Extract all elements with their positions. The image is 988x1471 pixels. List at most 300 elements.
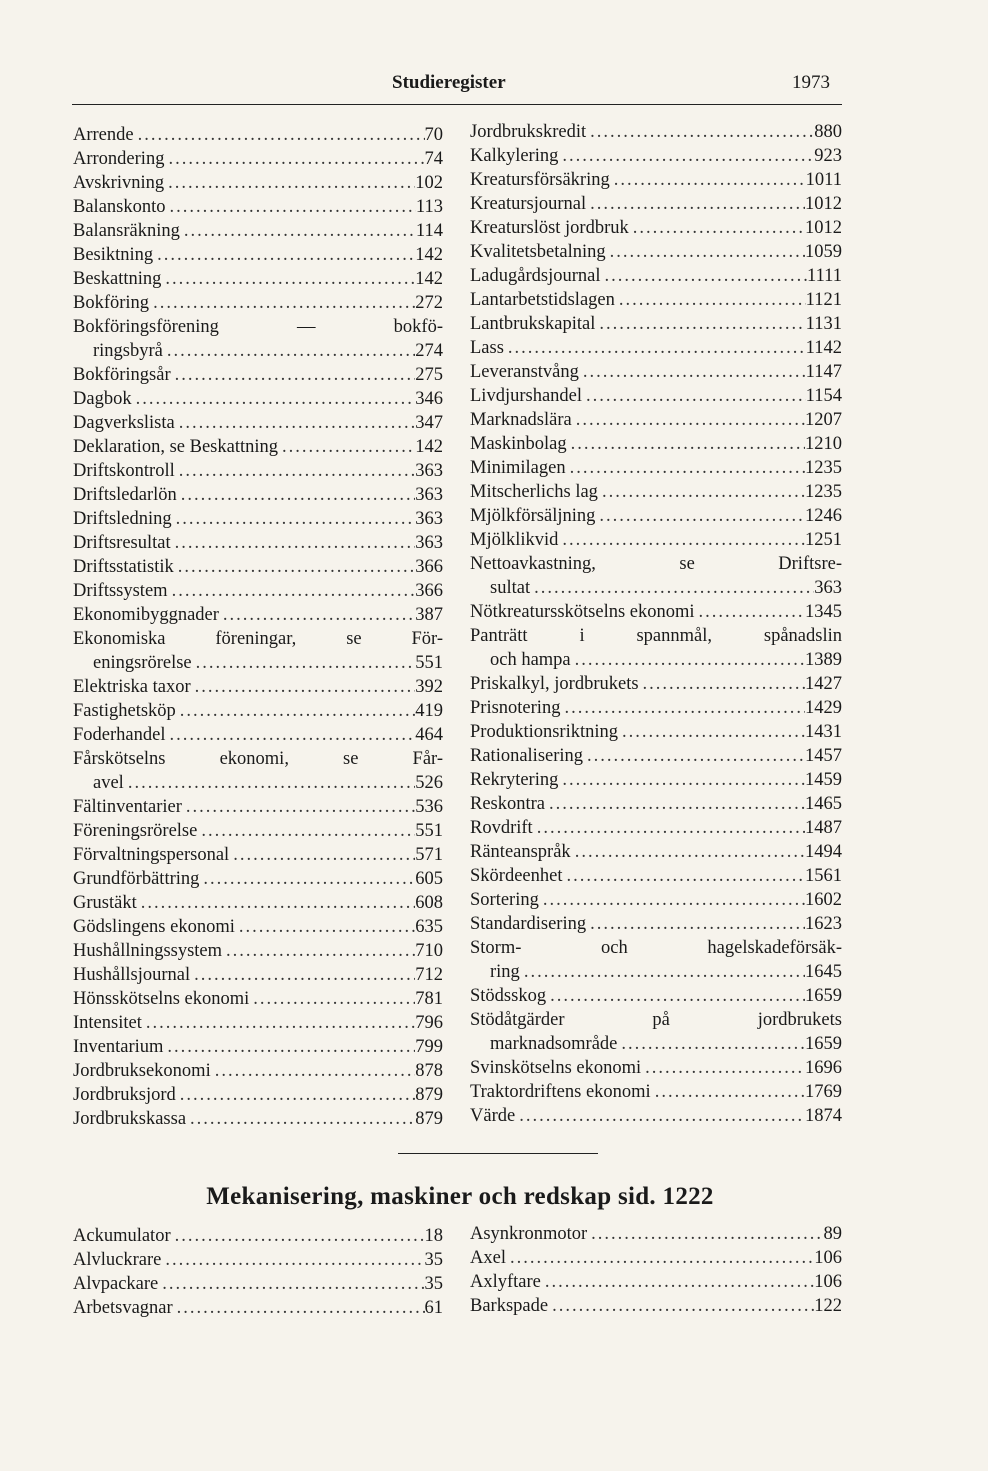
dot-leader	[610, 168, 806, 192]
index-entry	[73, 579, 443, 603]
index-entry	[73, 939, 443, 963]
index-entry	[470, 408, 842, 432]
index-entry	[73, 363, 443, 387]
index-term: Skördeenhet	[470, 866, 563, 886]
dot-leader	[211, 1059, 416, 1083]
index-entry	[73, 459, 443, 483]
index-page-number: 1427	[805, 674, 842, 694]
index-entry	[73, 675, 443, 699]
index-term: Avskrivning	[73, 173, 165, 193]
dot-leader	[278, 435, 415, 459]
index-entry	[73, 723, 443, 747]
index-page-number: 1459	[805, 770, 842, 790]
index-page-number: 106	[814, 1272, 842, 1292]
index-page-number: 363	[415, 509, 443, 529]
index-entry	[73, 315, 443, 339]
index-term: Rovdrift	[470, 818, 533, 838]
dot-leader	[617, 1032, 805, 1056]
index-term: Driftskontroll	[73, 461, 175, 481]
dot-leader	[153, 243, 415, 267]
index-page-number: 142	[415, 437, 443, 457]
index-entry	[470, 288, 842, 312]
index-term: Gödslingens ekonomi	[73, 917, 235, 937]
dot-leader	[175, 459, 416, 483]
dot-leader	[177, 483, 415, 507]
dot-leader	[582, 384, 806, 408]
dot-leader	[175, 411, 416, 435]
index-entry	[73, 699, 443, 723]
index-page-number: 89	[823, 1224, 842, 1244]
index-page-number: 387	[415, 605, 443, 625]
dot-leader	[124, 771, 415, 795]
index-page-number: 363	[415, 461, 443, 481]
index-page-number: 122	[814, 1296, 842, 1316]
index-page-number: 1012	[805, 194, 842, 214]
dot-leader	[651, 1080, 805, 1104]
index-term: ringsbyrå	[93, 341, 163, 361]
dot-leader	[566, 456, 805, 480]
index-entry	[470, 624, 842, 648]
index-entry	[73, 219, 443, 243]
index-page-number: 419	[415, 701, 443, 721]
index-entry	[73, 1296, 443, 1320]
dot-leader	[504, 336, 806, 360]
index-term: Sortering	[470, 890, 539, 910]
index-page-number: 1111	[807, 266, 842, 286]
index-entry	[470, 576, 842, 600]
index-term: Rekrytering	[470, 770, 559, 790]
dot-leader	[606, 240, 805, 264]
dot-leader	[199, 867, 415, 891]
index-term: Elektriska taxor	[73, 677, 191, 697]
index-page-number: 70	[424, 125, 443, 145]
index-entry	[470, 264, 842, 288]
index-term: och hampa	[490, 650, 571, 670]
index-term: Arrende	[73, 125, 134, 145]
index-term: Ekonomibyggnader	[73, 605, 219, 625]
index-page-number: 1207	[805, 410, 842, 430]
index-page-number: 363	[814, 578, 842, 598]
dot-leader	[583, 744, 805, 768]
dot-leader	[586, 192, 805, 216]
index-page-number: 114	[415, 221, 443, 241]
index-term: Jordbruksekonomi	[73, 1061, 211, 1081]
index-term: Reskontra	[470, 794, 546, 814]
index-page-number: 142	[415, 269, 443, 289]
index-term: Besiktning	[73, 245, 154, 265]
index-term: Jordbrukskassa	[73, 1109, 187, 1129]
mech-column-left	[73, 1224, 443, 1320]
index-term: Alvpackare	[73, 1274, 159, 1294]
dot-leader	[515, 1104, 805, 1128]
index-page-number: 1429	[805, 698, 842, 718]
index-entry	[470, 768, 842, 792]
index-term: Inventarium	[73, 1037, 164, 1057]
index-page-number: 1602	[805, 890, 842, 910]
index-page-number: 366	[415, 581, 443, 601]
index-term: Storm- och hagelskadeförsäk-	[470, 938, 842, 958]
index-entry	[470, 1080, 842, 1104]
dot-leader	[558, 144, 814, 168]
index-term: Traktordriftens ekonomi	[470, 1082, 651, 1102]
dot-leader	[558, 768, 805, 792]
index-term: Dagverkslista	[73, 413, 175, 433]
index-entry	[73, 747, 443, 771]
index-term: Nötkreatursskötselns ekonomi	[470, 602, 695, 622]
index-term: Grustäkt	[73, 893, 137, 913]
index-entry	[470, 1032, 842, 1056]
index-entry	[73, 267, 443, 291]
index-page-number: 74	[424, 149, 443, 169]
dot-leader	[567, 432, 805, 456]
index-term: Fältinventarier	[73, 797, 182, 817]
index-term: Driftsresultat	[73, 533, 171, 553]
mech-column-right	[470, 1222, 842, 1318]
index-term: Axlyftare	[470, 1272, 541, 1292]
index-page-number: 571	[415, 845, 443, 865]
dot-leader	[579, 360, 806, 384]
index-term: Maskinbolag	[470, 434, 567, 454]
index-page-number: 1769	[805, 1082, 842, 1102]
index-page-number: 1494	[805, 842, 842, 862]
index-entry	[73, 1224, 443, 1248]
index-page-number: 1235	[805, 458, 842, 478]
section-heading: Mekanisering, maskiner och redskap sid. 1222	[206, 1183, 714, 1210]
index-term: Ränteanspråk	[470, 842, 571, 862]
index-term: Lantbrukskapital	[470, 314, 596, 334]
dot-leader	[546, 984, 805, 1008]
index-entry	[73, 915, 443, 939]
dot-leader	[180, 219, 416, 243]
index-term: Driftssystem	[73, 581, 168, 601]
index-term: Kreatursförsäkring	[470, 170, 610, 190]
index-entry	[470, 1222, 842, 1246]
index-page-number: 363	[415, 533, 443, 553]
header-rule	[72, 104, 842, 105]
index-term: Balansräkning	[73, 221, 180, 241]
index-entry	[73, 987, 443, 1011]
index-entry	[73, 627, 443, 651]
index-term: Kreaturslöst jordbruk	[470, 218, 629, 238]
dot-leader	[182, 795, 415, 819]
index-page-number: 1457	[805, 746, 842, 766]
index-term: avel	[93, 773, 124, 793]
index-page-number: 923	[814, 146, 842, 166]
index-term: Arbetsvagnar	[73, 1298, 173, 1318]
index-term: Lantarbetstidslagen	[470, 290, 615, 310]
dot-leader	[562, 864, 805, 888]
index-entry	[470, 312, 842, 336]
index-page-number: 1246	[805, 506, 842, 526]
dot-leader	[587, 1222, 823, 1246]
dot-leader	[172, 507, 416, 531]
index-term: Jordbrukskredit	[470, 122, 587, 142]
index-column-left	[73, 123, 443, 1131]
index-term: Grundförbättring	[73, 869, 200, 889]
index-page-number: 1235	[805, 482, 842, 502]
index-page-number: 796	[415, 1013, 443, 1033]
index-entry	[470, 360, 842, 384]
index-term: Livdjurshandel	[470, 386, 583, 406]
index-page-number: 102	[415, 173, 443, 193]
index-term: Fårskötselns ekonomi, se Får-	[73, 749, 443, 769]
dot-leader	[191, 675, 416, 699]
index-page-number: 1251	[805, 530, 842, 550]
index-term: Ackumulator	[73, 1226, 171, 1246]
index-entry	[470, 456, 842, 480]
dot-leader	[571, 648, 805, 672]
index-term: Dagbok	[73, 389, 132, 409]
index-page-number: 712	[415, 965, 443, 985]
page-title: Studieregister	[392, 72, 506, 93]
index-entry	[73, 1272, 443, 1296]
index-page-number: 1659	[805, 1034, 842, 1054]
index-entry	[73, 171, 443, 195]
index-entry	[470, 432, 842, 456]
dot-leader	[163, 1035, 415, 1059]
index-term: Föreningsrörelse	[73, 821, 198, 841]
index-term: Stödåtgärder på jordbrukets	[470, 1010, 842, 1030]
index-entry	[73, 819, 443, 843]
dot-leader	[192, 651, 416, 675]
index-term: Värde	[470, 1106, 516, 1126]
index-entry	[73, 483, 443, 507]
index-page-number: 366	[415, 557, 443, 577]
index-entry	[470, 120, 842, 144]
index-term: sultat	[490, 578, 531, 598]
dot-leader	[164, 171, 415, 195]
index-term: Kreatursjournal	[470, 194, 587, 214]
index-page-number: 1696	[805, 1058, 842, 1078]
dot-leader	[186, 1107, 415, 1131]
index-entry	[73, 387, 443, 411]
page-number: 1973	[792, 72, 830, 93]
index-term: Kvalitetsbetalning	[470, 242, 606, 262]
index-page-number: 879	[415, 1109, 443, 1129]
index-page-number: 710	[415, 941, 443, 961]
dot-leader	[158, 1272, 424, 1296]
dot-leader	[558, 528, 805, 552]
dot-leader	[520, 960, 805, 984]
index-page-number: 781	[415, 989, 443, 1009]
index-term: Ladugårdsjournal	[470, 266, 601, 286]
index-page-number: 880	[814, 122, 842, 142]
dot-leader	[161, 1248, 424, 1272]
index-entry	[470, 384, 842, 408]
index-entry	[470, 480, 842, 504]
index-page-number: 347	[415, 413, 443, 433]
dot-leader	[166, 195, 416, 219]
dot-leader	[132, 387, 416, 411]
index-term: Hönsskötselns ekonomi	[73, 989, 250, 1009]
index-page-number: 392	[415, 677, 443, 697]
index-entry	[470, 1056, 842, 1080]
index-entry	[470, 1246, 842, 1270]
index-term: Hushållsjournal	[73, 965, 191, 985]
index-page-number: 1431	[805, 722, 842, 742]
index-page-number: 1465	[805, 794, 842, 814]
index-entry	[470, 912, 842, 936]
index-column-right	[470, 120, 842, 1128]
index-entry	[470, 720, 842, 744]
index-page-number: 1131	[805, 314, 842, 334]
index-page-number: 879	[415, 1085, 443, 1105]
index-page-number: 1623	[805, 914, 842, 934]
index-term: Marknadslära	[470, 410, 572, 430]
index-term: Intensitet	[73, 1013, 142, 1033]
index-entry	[73, 1107, 443, 1131]
dot-leader	[161, 267, 415, 291]
index-page-number: 551	[415, 821, 443, 841]
index-term: Minimilagen	[470, 458, 566, 478]
index-entry	[73, 1059, 443, 1083]
index-page-number: 113	[415, 197, 443, 217]
index-entry	[470, 1270, 842, 1294]
index-page-number: 1345	[805, 602, 842, 622]
dot-leader	[176, 1083, 415, 1107]
index-entry	[470, 1104, 842, 1128]
index-term: ring	[490, 962, 520, 982]
index-page-number: 18	[424, 1226, 443, 1246]
index-term: Axel	[470, 1248, 506, 1268]
index-entry	[73, 555, 443, 579]
index-term: Barkspade	[470, 1296, 549, 1316]
dot-leader	[595, 504, 805, 528]
index-entry	[470, 648, 842, 672]
index-entry	[73, 339, 443, 363]
index-entry	[470, 888, 842, 912]
index-page-number: 551	[415, 653, 443, 673]
index-entry	[73, 435, 443, 459]
dot-leader	[164, 147, 424, 171]
index-entry	[470, 600, 842, 624]
index-entry	[73, 891, 443, 915]
index-page-number: 275	[415, 365, 443, 385]
index-entry	[470, 336, 842, 360]
dot-leader	[615, 288, 806, 312]
index-entry	[73, 1011, 443, 1035]
dot-leader	[176, 699, 415, 723]
index-entry	[470, 144, 842, 168]
index-page-number: 1154	[805, 386, 842, 406]
index-page-number: 1147	[805, 362, 842, 382]
index-entry	[73, 1248, 443, 1272]
dot-leader	[641, 1056, 805, 1080]
index-page-number: 1121	[805, 290, 842, 310]
dot-leader	[163, 339, 415, 363]
index-term: Förvaltningspersonal	[73, 845, 230, 865]
index-term: Panträtt i spannmål, spånadslin	[470, 626, 842, 646]
index-term: Mjölkförsäljning	[470, 506, 596, 526]
index-entry	[470, 960, 842, 984]
index-entry	[470, 840, 842, 864]
index-term: Rationalisering	[470, 746, 584, 766]
index-term: Jordbruksjord	[73, 1085, 176, 1105]
dot-leader	[168, 579, 416, 603]
index-term: Mjölklikvid	[470, 530, 559, 550]
index-page-number: 106	[814, 1248, 842, 1268]
index-term: Svinskötselns ekonomi	[470, 1058, 642, 1078]
dot-leader	[142, 1011, 415, 1035]
index-entry	[73, 1083, 443, 1107]
index-page-number: 1659	[805, 986, 842, 1006]
index-term: Driftsledning	[73, 509, 172, 529]
page-header	[0, 72, 988, 96]
index-entry	[73, 1035, 443, 1059]
index-term: Fastighetsköp	[73, 701, 176, 721]
index-page-number: 878	[415, 1061, 443, 1081]
dot-leader	[171, 363, 416, 387]
index-term: Asynkronmotor	[470, 1224, 588, 1244]
dot-leader	[571, 840, 805, 864]
dot-leader	[639, 672, 805, 696]
dot-leader	[190, 963, 415, 987]
index-term: Balanskonto	[73, 197, 166, 217]
dot-leader	[629, 216, 805, 240]
dot-leader	[548, 1294, 814, 1318]
index-page-number: 799	[415, 1037, 443, 1057]
index-page-number: 635	[415, 917, 443, 937]
index-entry	[470, 216, 842, 240]
index-entry	[470, 168, 842, 192]
dot-leader	[134, 123, 425, 147]
index-entry	[73, 771, 443, 795]
index-term: Driftsstatistik	[73, 557, 174, 577]
index-page-number: 1210	[805, 434, 842, 454]
dot-leader	[572, 408, 805, 432]
dot-leader	[586, 120, 814, 144]
index-entry	[470, 696, 842, 720]
index-term: Nettoavkastning, se Driftsre-	[470, 554, 842, 574]
dot-leader	[586, 912, 805, 936]
index-entry	[470, 672, 842, 696]
dot-leader	[560, 696, 805, 720]
index-term: Arrondering	[73, 149, 165, 169]
index-page-number: 1389	[805, 650, 842, 670]
index-entry	[73, 651, 443, 675]
index-term: Ekonomiska föreningar, se För-	[73, 629, 443, 649]
index-entry	[470, 528, 842, 552]
dot-leader	[235, 915, 415, 939]
index-term: Bokföring	[73, 293, 150, 313]
index-entry	[73, 795, 443, 819]
index-term: Driftsledarlön	[73, 485, 177, 505]
index-entry	[73, 531, 443, 555]
index-entry	[470, 192, 842, 216]
index-page-number: 608	[415, 893, 443, 913]
dot-leader	[222, 939, 415, 963]
dot-leader	[506, 1246, 814, 1270]
index-term: Kalkylering	[470, 146, 559, 166]
index-page-number: 142	[415, 245, 443, 265]
dot-leader	[595, 312, 805, 336]
index-entry	[73, 867, 443, 891]
index-entry	[73, 195, 443, 219]
dot-leader	[695, 600, 805, 624]
index-term: Prisnotering	[470, 698, 561, 718]
dot-leader	[249, 987, 415, 1011]
index-entry	[470, 936, 842, 960]
index-term: marknadsområde	[490, 1034, 618, 1054]
dot-leader	[530, 576, 814, 600]
index-page-number: 464	[415, 725, 443, 745]
index-entry	[470, 240, 842, 264]
index-entry	[470, 864, 842, 888]
index-entry	[73, 291, 443, 315]
index-term: Bokföringsår	[73, 365, 171, 385]
index-term: Lass	[470, 338, 504, 358]
index-term: Hushållningssystem	[73, 941, 223, 961]
